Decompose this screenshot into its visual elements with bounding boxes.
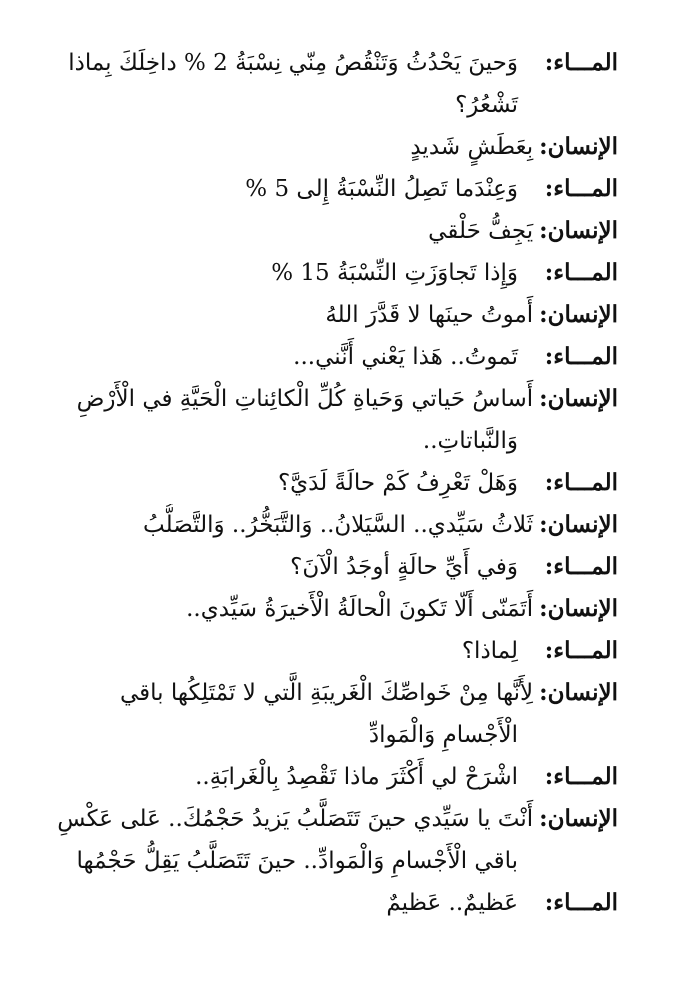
line-text: وَفي أَيِّ حالَةٍ أوجَدُ الْآنَ؟ bbox=[290, 554, 518, 580]
line-text: عَظيمٌ.. عَظيمٌ bbox=[386, 890, 518, 916]
dialogue-line-continuation bbox=[50, 840, 618, 882]
dialogue-line bbox=[50, 168, 618, 210]
dialogue-line-continuation bbox=[50, 420, 618, 462]
dialogue-line bbox=[50, 504, 618, 546]
line-text: باقي الْأَجْسامِ وَالْمَوادِّ.. حينَ تَتَصَلَّبُ يَقِلُّ حَجْمُها bbox=[76, 848, 518, 874]
line-text: الْأَجْسامِ وَالْمَوادِّ bbox=[368, 722, 518, 748]
dialogue-line bbox=[50, 630, 618, 672]
line-text: يَجِفُّ حَلْقي bbox=[428, 218, 534, 244]
line-text: تَشْعُرُ؟ bbox=[455, 92, 518, 118]
line-text: أَنْتَ يا سَيِّدي حينَ تَتَصَلَّبُ يَزيدُ حَجْمُكَ.. عَلى عَكْسِ bbox=[57, 806, 534, 832]
line-text: تَموتُ.. هَذا يَعْني أَنَّني... bbox=[293, 344, 518, 370]
line-text: وَالنَّباتاتِ.. bbox=[422, 428, 518, 454]
speaker-label-water: المـــاء: bbox=[544, 553, 618, 580]
line-text: أَساسُ حَياتي وَحَياةِ كُلِّ الْكائِناتِ الْحَيَّةِ في الْأَرْضِ bbox=[76, 386, 534, 412]
dialogue-line bbox=[50, 126, 618, 168]
dialogue-text bbox=[50, 42, 618, 924]
line-text: اشْرَحْ لي أَكْثَرَ ماذا تَقْصِدُ بِالْغَرابَةِ.. bbox=[195, 764, 518, 790]
line-text: بِعَطَشٍ شَديدٍ bbox=[410, 134, 534, 160]
dialogue-line bbox=[50, 42, 618, 84]
line-text: لِماذا؟ bbox=[461, 638, 518, 664]
line-text: وَإِذا تَجاوَزَتِ النِّسْبَةُ 15 % bbox=[271, 260, 518, 286]
dialogue-line-continuation bbox=[50, 84, 618, 126]
line-text: أَموتُ حينَها لا قَدَّرَ اللهُ bbox=[325, 302, 534, 328]
speaker-label-human: الإنسان: bbox=[539, 805, 618, 832]
speaker-label-water: المـــاء: bbox=[544, 889, 618, 916]
dialogue-line bbox=[50, 252, 618, 294]
dialogue-line bbox=[50, 588, 618, 630]
speaker-label-water: المـــاء: bbox=[544, 763, 618, 790]
dialogue-line bbox=[50, 378, 618, 420]
dialogue-line bbox=[50, 882, 618, 924]
speaker-label-human: الإنسان: bbox=[539, 385, 618, 412]
dialogue-line bbox=[50, 756, 618, 798]
speaker-label-human: الإنسان: bbox=[539, 217, 618, 244]
speaker-label-water: المـــاء: bbox=[544, 175, 618, 202]
speaker-label-water: المـــاء: bbox=[544, 637, 618, 664]
speaker-label-human: الإنسان: bbox=[539, 595, 618, 622]
dialogue-line bbox=[50, 798, 618, 840]
line-text: ثَلاثُ سَيِّدي.. السَّيَلانُ.. وَالتَّبَخُّرُ.. وَالتَّصَلُّبُ bbox=[143, 512, 534, 538]
line-text: وَهَلْ تَعْرِفُ كَمْ حالَةً لَدَيَّ؟ bbox=[277, 470, 518, 496]
speaker-label-human: الإنسان: bbox=[539, 301, 618, 328]
dialogue-line bbox=[50, 672, 618, 714]
speaker-label-water: المـــاء: bbox=[544, 49, 618, 76]
speaker-label-human: الإنسان: bbox=[539, 511, 618, 538]
speaker-label-water: المـــاء: bbox=[544, 259, 618, 286]
dialogue-line bbox=[50, 546, 618, 588]
line-text: وَعِنْدَما تَصِلُ النِّسْبَةُ إِلى 5 % bbox=[245, 176, 518, 202]
dialogue-line bbox=[50, 294, 618, 336]
line-text: لِأَنَّها مِنْ خَواصِّكَ الْغَريبَةِ الَّتي لا تَمْتَلِكُها باقي bbox=[120, 680, 534, 706]
dialogue-line bbox=[50, 462, 618, 504]
line-text: وَحينَ يَحْدُثُ وَتَنْقُصُ مِنّي نِسْبَةُ 2 % داخِلَكَ بِماذا bbox=[68, 50, 518, 76]
line-text: أَتَمَنّى أَلّا تَكونَ الْحالَةُ الْأَخيرَةُ سَيِّدي.. bbox=[186, 596, 534, 622]
speaker-label-water: المـــاء: bbox=[544, 469, 618, 496]
speaker-label-water: المـــاء: bbox=[544, 343, 618, 370]
speaker-label-human: الإنسان: bbox=[539, 679, 618, 706]
speaker-label-human: الإنسان: bbox=[539, 133, 618, 160]
dialogue-line-continuation bbox=[50, 714, 618, 756]
dialogue-line bbox=[50, 210, 618, 252]
dialogue-line bbox=[50, 336, 618, 378]
